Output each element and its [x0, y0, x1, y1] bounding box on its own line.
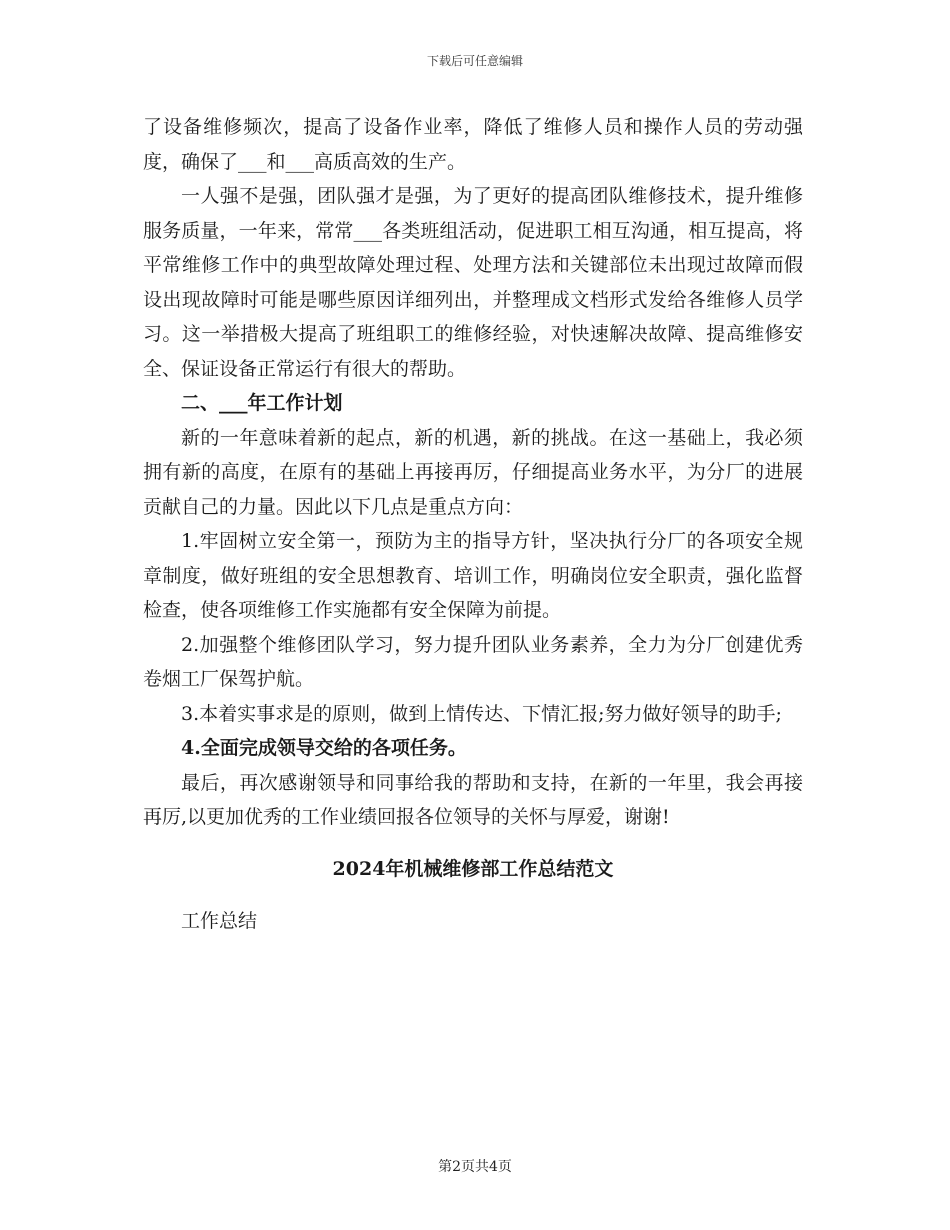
paragraph-team-building: 一人强不是强，团队强才是强，为了更好的提高团队维修技术，提升维修服务质量，一年来，常常___各类班组活动，促进职工相互沟通，相互提高，将平常维修工作中的典型故障处理过程、处理方法和关键部位未出现过故障而假设出现故障时可能是哪些原因详细列出，并整理成文档形式发给各维修人员学习。这一举措极大提高了班组职工的维修经验，对快速解决故障、提高维修安全、保证设备正常运行有很大的帮助。 [143, 185, 803, 380]
section-heading-work-plan: 二、___年工作计划 [181, 392, 343, 414]
list-item-safety: 1.牢固树立安全第一，预防为主的指导方针，坚决执行分厂的各项安全规章制度，做好班组的安全思想教育、培训工作，明确岗位安全职责，强化监督检查，使各项维修工作实施都有安全保障为前提。 [143, 530, 803, 621]
document-body [143, 110, 803, 939]
paragraph-maintenance-results: 了设备维修频次，提高了设备作业率，降低了维修人员和操作人员的劳动强度，确保了___和___高质高效的生产。 [143, 116, 803, 173]
document-title: 2024年机械维修部工作总结范文 [332, 857, 614, 880]
list-item-principles: 3.本着实事求是的原则，做到上情传达、下情汇报;努力做好领导的助手; [181, 702, 782, 725]
page-footer: 第2页共4页 [438, 1159, 512, 1175]
paragraph-new-year: 新的一年意味着新的起点，新的机遇，新的挑战。在这一基础上，我必须拥有新的高度，在原有的基础上再接再厉，仔细提高业务水平，为分厂的进展贡献自己的力量。因此以下几点是重点方向： [143, 426, 803, 518]
paragraph-work-summary: 工作总结 [181, 910, 258, 932]
paragraph-closing-thanks: 最后，再次感谢领导和同事给我的帮助和支持，在新的一年里，我会再接再厉,以更加优秀的工作业绩回报各位领导的关怀与厚爱，谢谢! [143, 771, 803, 828]
list-item-complete-tasks: 4.全面完成领导交给的各项任务。 [181, 737, 467, 759]
list-item-team-learning: 2.加强整个维修团队学习，努力提升团队业务素养，全力为分厂创建优秀卷烟工厂保驾护航。 [143, 633, 803, 690]
page-header: 下载后可任意编辑 [426, 54, 523, 68]
